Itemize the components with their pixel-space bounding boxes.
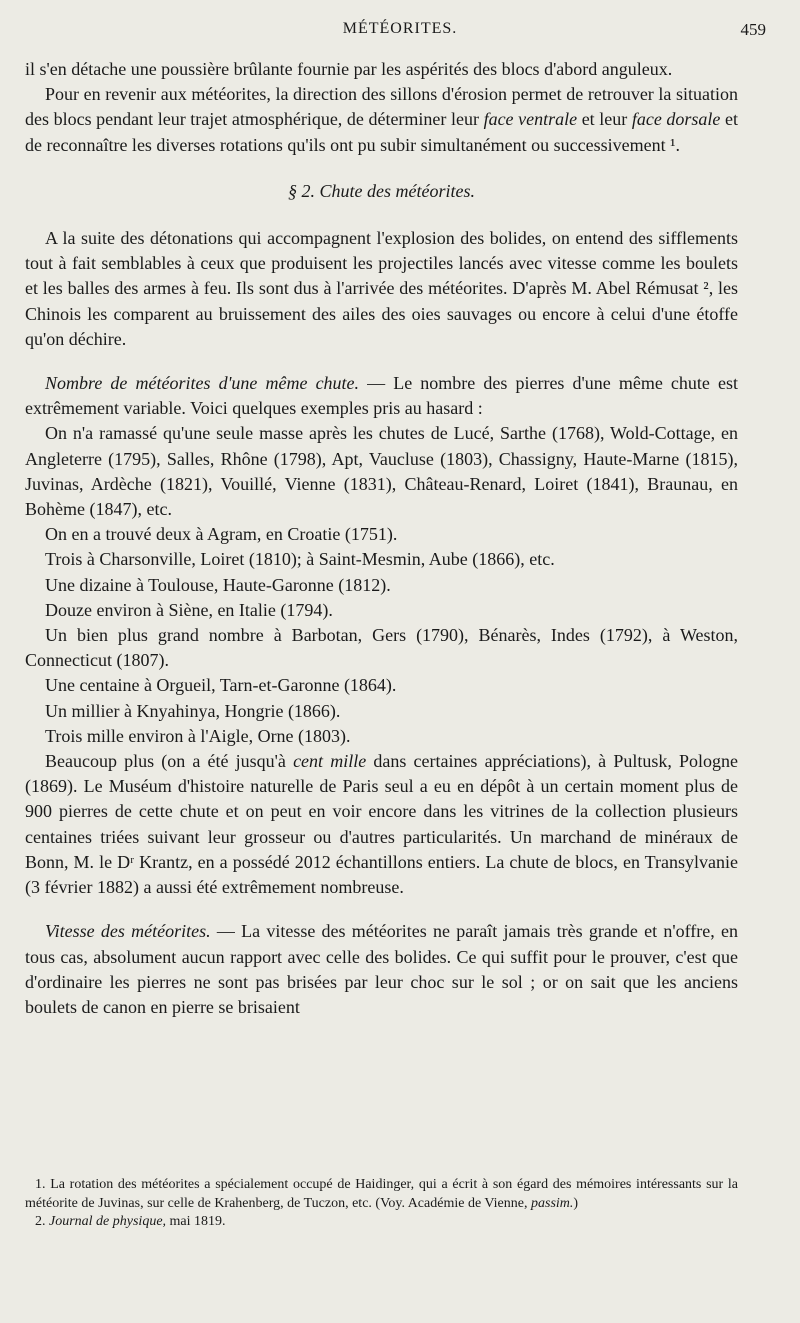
paragraph-text: et de reconnaître les diverses rotations qu'ils ont pu subir simultanément ou successivement ¹.: [25, 109, 738, 155]
italic-term: passim.: [531, 1195, 574, 1211]
paragraph-text: — La vitesse des météorites ne paraît jamais très grande et n'offre, en tous cas, absolument aucun rapport avec celle des bolides. Ce qui suffit pour le prouver, c'est que d'ordinaire les pierres ne sont pas brisées par leur choc sur le sol ; or on sait que les anciens boulets de canon en pierre se brisaient: [25, 921, 738, 1017]
subsection-title: Vitesse des météorites.: [45, 921, 211, 942]
paragraph-text: Une dizaine à Toulouse, Haute-Garonne (1812).: [45, 574, 391, 595]
running-head: [0, 20, 800, 50]
paragraph-text: Une centaine à Orgueil, Tarn-et-Garonne (1864).: [45, 675, 397, 696]
paragraph: [25, 226, 738, 352]
paragraph: [25, 673, 738, 698]
italic-term: face ventrale: [483, 109, 578, 130]
paragraph: [25, 598, 738, 623]
paragraph: [25, 573, 738, 598]
italic-term: face dorsale: [631, 109, 721, 130]
paragraph-text: il s'en détache une poussière brûlante fournie par les aspérités des blocs d'abord anguleux.: [25, 59, 673, 79]
subsection-title: Nombre de météorites d'une même chute.: [45, 373, 360, 394]
footnote-text: 1. La rotation des météorites a spécialement occupé de Haidinger, qui a écrit à son égard des mémoires intéressants sur la météorite de Juvinas, sur celle de Krahenberg, de Tuczon, etc. (Voy. Académie de Vienne,: [25, 1177, 738, 1211]
paragraph-text: A la suite des détonations qui accompagnent l'explosion des bolides, on entend des sifflements tout à fait semblables à ceux que produisent les projectiles lancés avec vitesse comme les boulets et les balles des armes à feu. Ils sont dus à l'arrivée des météorites. D'après M. Abel Rémusat ², les Chinois les comparent au bruissement des ailes des oies sauvages ou encore à celui d'une étoffe qu'on déchire.: [25, 228, 738, 349]
footnote: [25, 1213, 738, 1232]
paragraph-text: Beaucoup plus (on a été jusqu'à: [45, 751, 294, 772]
running-title: MÉTÉORITES.: [342, 20, 458, 37]
paragraph-text: On en a trouvé deux à Agram, en Croatie (1751).: [45, 524, 398, 545]
footnote-text: mai 1819.: [166, 1214, 226, 1229]
paragraph: [25, 699, 738, 724]
paragraph-text: Un millier à Knyahinya, Hongrie (1866).: [45, 700, 341, 721]
paragraph-text: — Le nombre des pierres d'une même chute est extrêmement variable. Voici quelques exemples pris au hasard :: [25, 373, 738, 419]
body-text: [25, 57, 738, 1020]
paragraph: [25, 623, 738, 673]
paragraph-text: Trois à Charsonville, Loiret (1810); à Saint-Mesmin, Aube (1866), etc.: [45, 549, 555, 570]
paragraph-text: On n'a ramassé qu'une seule masse après les chutes de Lucé, Sarthe (1768), Wold-Cottage, en Angleterre (1795), Salles, Rhône (1798), Apt, Vaucluse (1803), Chassigny, Haute-Marne (1815), Juvinas, Ardèche (1821), Vouillé, Vienne (1831), Château-Renard, Loiret (1841), Braunau, en Bohème (1847), etc.: [25, 423, 738, 520]
italic-term: Journal de physique,: [49, 1214, 167, 1229]
paragraph: [25, 724, 738, 749]
italic-term: cent mille: [293, 751, 367, 772]
section-heading: § 2. Chute des météorites.: [288, 180, 475, 201]
footnote: [25, 1176, 738, 1213]
paragraph-text: Un bien plus grand nombre à Barbotan, Gers (1790), Bénarès, Indes (1792), à Weston, Connecticut (1807).: [25, 625, 738, 671]
paragraph-text: et leur: [577, 109, 632, 130]
paragraph: [25, 919, 738, 1020]
paragraph-text: dans certaines appréciations), à Pultusk, Pologne (1869). Le Muséum d'histoire naturelle de Paris seul a eu en dépôt à un certain moment plus de 900 pierres de cette chute et on peut en voir encore dans les vitrines de la collection plusieurs centaines triées suivant leur grosseur ou d'autres particularités. Un marchand de minéraux de Bonn, M. le Dʳ Krantz, en a possédé 2012 échantillons entiers. La chute de blocs, en Transylvanie (3 février 1882) a aussi été extrêmement nombreuse.: [25, 751, 738, 898]
page-number: 459: [740, 20, 766, 39]
paragraph-text: Trois mille environ à l'Aigle, Orne (1803).: [45, 725, 351, 746]
paragraph: [25, 522, 738, 547]
paragraph: [25, 57, 738, 82]
paragraph: [25, 749, 738, 900]
paragraph: [25, 371, 738, 421]
paragraph-text: Douze environ à Siène, en Italie (1794).: [45, 599, 333, 620]
paragraph: [25, 421, 738, 522]
paragraph-text: Pour en revenir aux météorites, la direction des sillons d'érosion permet de retrouver la situation des blocs pendant leur trajet atmosphérique, de déterminer leur: [25, 84, 738, 130]
paragraph: [25, 82, 738, 158]
footnote-text: ): [573, 1195, 579, 1211]
footnote-text: 2.: [35, 1214, 49, 1229]
footnotes: [25, 1176, 738, 1232]
paragraph: [25, 547, 738, 572]
